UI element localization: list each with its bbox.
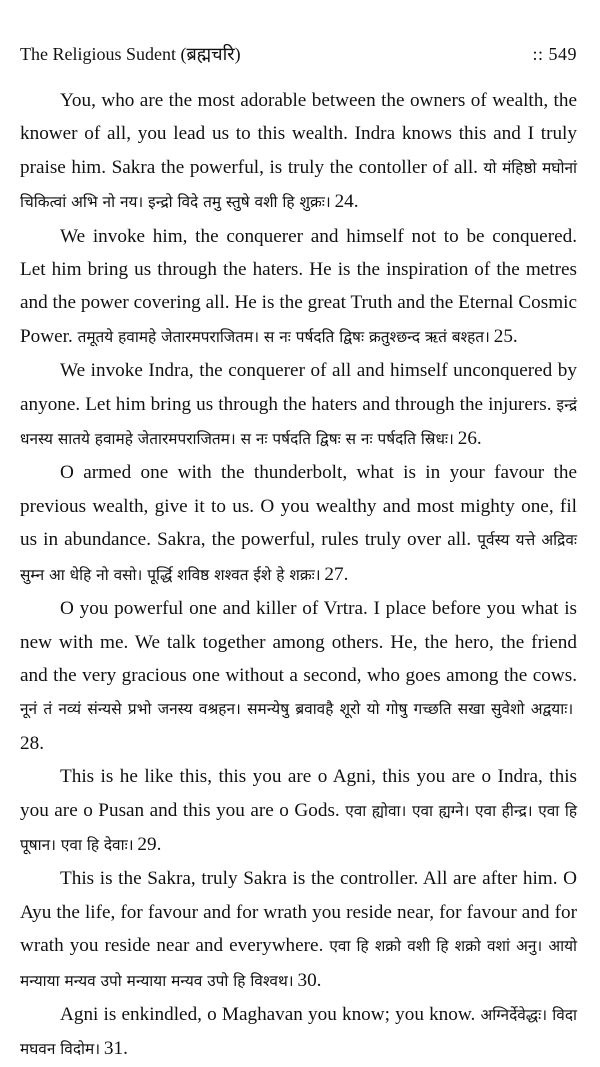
sanskrit-text: अग्निर्देवेद्धः। विदा मघवन विदोम।: [20, 1005, 577, 1059]
sanskrit-text: एवा हि शक्रो वशी हि शक्रो वशां अनु। आयो मन्याया मन्यव उपो मन्याया मन्यव उपो हि विश्वथ।: [20, 937, 577, 990]
english-text: This is he like this, this you are o Agni, this you are o Indra, this you are o Pusan and this you are o Gods.: [20, 766, 577, 821]
verse-number: 29.: [137, 833, 162, 855]
page-body: [20, 84, 577, 1067]
sanskrit-text: तमूतये हवामहे जेतारमपराजितम। स नः पर्षदति द्विषः क्रतुश्छन्द ऋतं बश्हत।: [77, 327, 490, 346]
english-text: We invoke Indra, the conquerer of all and himself unconquered by anyone. Let him bring us through the haters and through the injurers.: [20, 360, 577, 415]
verse-number: 30.: [297, 969, 322, 991]
verse-number: 28.: [20, 732, 44, 754]
running-header: [20, 42, 577, 66]
book-page: [20, 42, 577, 1067]
sanskrit-text: इन्द्रं धनस्य सातये हवामहे जेतारमपराजितम। स नः पर्षदति द्विषः स नः पर्षदति स्रिधः।: [20, 395, 578, 449]
sanskrit-text: यो मंहिष्ठो मघोनां चिकित्वां अभि नो नय। इन्द्रो विदे तमु स्तुषे वशी हि शुक्रः।: [20, 158, 577, 212]
verse-paragraph-26: [20, 354, 577, 456]
sanskrit-text: एवा ह्योवा। एवा ह्यग्ने। एवा हीन्द्र। एवा हि पूषान। एवा हि देवाः।: [20, 801, 578, 854]
chapter-title: The Religious Sudent (ब्रह्मचरि): [20, 44, 241, 64]
verse-number: 27.: [324, 563, 349, 585]
english-text: O armed one with the thunderbolt, what is in your favour the previous wealth, give it to us. O you wealthy and most mighty one, fil us in abundance. Sakra, the powerful, rules truly over all.: [20, 462, 577, 551]
sanskrit-text: पूर्वस्य यत्ते अद्रिवः सुम्न आ धेहि नो वसो। पूर्द्धि शविष्ठ शश्वत ईशे हे शक्रः।: [20, 531, 577, 584]
english-text: You, who are the most adorable between the owners of wealth, the knower of all, you lead us to this wealth. Indra knows this and I truly praise him. Sakra the powerful, is truly the contoller of all.: [20, 90, 577, 178]
sanskrit-text: नूनं तं नव्यं संन्यसे प्रभो जनस्य वश्रहन। समन्येषु ब्रवावहै शूरो यो गोषु गच्छति सखा सुवेशो अद्वयाः।: [20, 700, 574, 719]
verse-paragraph-25: [20, 220, 577, 355]
verse-paragraph-29: [20, 760, 577, 862]
english-text: Agni is enkindled, o Maghavan you know; you know.: [60, 1003, 476, 1025]
english-text: O you powerful one and killer of Vrtra. I place before you what is new with me. We talk together among others. He, the hero, the friend and the very gracious one without a second, who goes among the cows.: [20, 598, 577, 686]
english-text: This is the Sakra, truly Sakra is the controller. All are after him. O Ayu the life, for favour and for wrath you reside near, for favour and for wrath you reside near and everywhere.: [20, 868, 577, 957]
verse-paragraph-28: [20, 592, 577, 760]
page-number: :: 549: [532, 44, 577, 64]
verse-paragraph-31: [20, 998, 577, 1067]
verse-paragraph-30: [20, 862, 577, 998]
verse-number: 25.: [493, 325, 518, 347]
english-text: We invoke him, the conquerer and himself not to be conquered. Let him bring us through the haters. He is the inspiration of the metres and the power covering all. He is the great Truth and the Eternal Cosmic Power.: [20, 225, 577, 347]
verse-paragraph-24: [20, 84, 577, 220]
verse-number: 26.: [457, 428, 482, 450]
verse-number: 31.: [103, 1038, 128, 1060]
verse-paragraph-27: [20, 456, 577, 592]
verse-number: 24.: [334, 191, 359, 213]
